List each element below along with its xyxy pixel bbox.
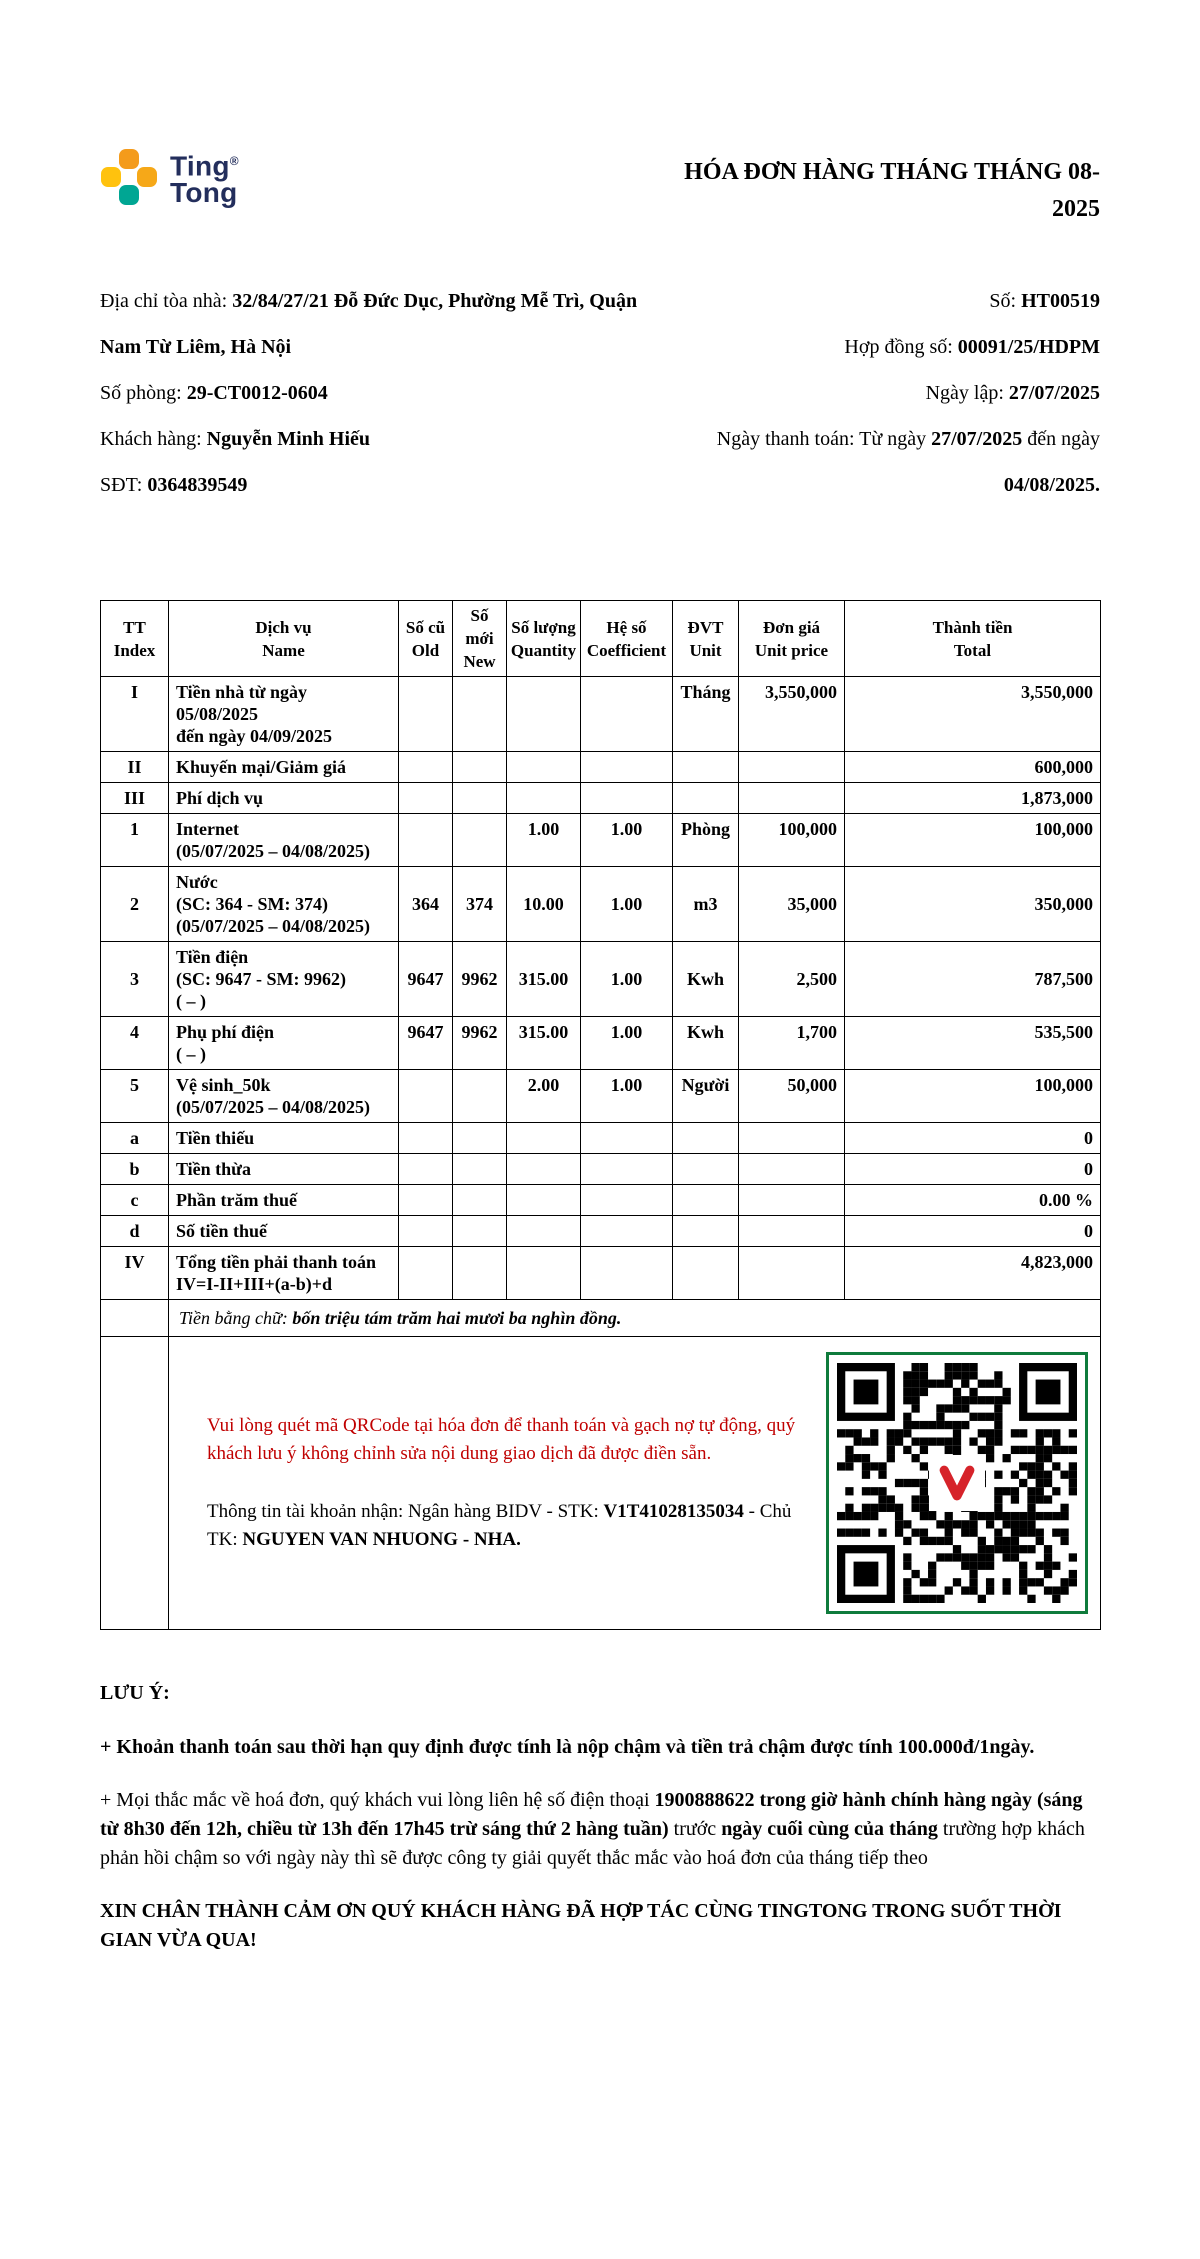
table-row-III [101,783,1101,814]
cell-unit [673,1123,739,1154]
column-header-old: Số cũ Old [399,601,453,677]
cell-name: Tiền thiếu [169,1123,399,1154]
value-text: 27/07/2025 [1008,382,1100,404]
cell-new: 9962 [453,1017,507,1070]
cell-price [739,1154,845,1185]
cell-new [453,1185,507,1216]
info-line [100,462,660,508]
cell-price [739,783,845,814]
cell-price: 35,000 [739,867,845,942]
table-row-4 [101,1017,1101,1070]
invoice-title-line1: HÓA ĐƠN HÀNG THÁNG THÁNG 08- [684,159,1100,185]
table-header-row [101,601,1101,677]
qr-payment-notice: Vui lòng quét mã QRCode tại hóa đơn để thanh toán và gạch nợ tự động, quý khách lưu ý không chỉnh sửa nội dung giao dịch đã được điền sẵn. [207,1415,796,1464]
cell-coef [581,1185,673,1216]
column-header-qty: Số lượng Quantity [507,601,581,677]
cell-price [739,1216,845,1247]
cell-total: 0 [845,1123,1101,1154]
label-text: Hợp đồng số: [844,336,958,358]
cell-index: 3 [101,942,169,1017]
cell-name: Số tiền thuế [169,1216,399,1247]
vietqr-v-icon [929,1455,985,1511]
value-text: 29-CT0012-0604 [186,382,328,404]
cell-old [399,677,453,752]
cell-name: Internet (05/07/2025 – 04/08/2025) [169,814,399,867]
cell-name: Nước (SC: 364 - SM: 374) (05/07/2025 – 04/08/2025) [169,867,399,942]
cell-index: 4 [101,1017,169,1070]
cell-coef: 1.00 [581,867,673,942]
cell-name: Khuyến mại/Giảm giá [169,752,399,783]
cell-coef: 1.00 [581,1017,673,1070]
qr-instructions [181,1412,811,1554]
cell-coef [581,1247,673,1300]
cell-new [453,1216,507,1247]
cell-index: I [101,677,169,752]
tingtong-logo [100,148,239,209]
cell-coef [581,677,673,752]
info-line [670,324,1100,370]
table-row-b [101,1154,1101,1185]
cell-unit [673,1247,739,1300]
label-text: Ngày lập: [925,382,1009,404]
cell-index: d [101,1216,169,1247]
cell-price [739,1247,845,1300]
cell-price: 3,550,000 [739,677,845,752]
cell-old [399,783,453,814]
cell-name: Phụ phí điện ( – ) [169,1017,399,1070]
label-text: Khách hàng: [100,428,207,450]
label-text: Số phòng: [100,382,187,404]
cell-price: 50,000 [739,1070,845,1123]
table-row-IV [101,1247,1101,1300]
cell-price [739,752,845,783]
cell-price: 100,000 [739,814,845,867]
cell-coef [581,783,673,814]
label-text: trường hợp khách phản hồi chậm so với ngày này thì sẽ được công ty giải quyết thắc mắc vào hoá đơn của tháng tiếp theo [100,1818,1085,1869]
invoice-title [684,148,1100,228]
qr-code [826,1352,1088,1614]
table-row-a [101,1123,1101,1154]
label-text: Số: [989,290,1022,312]
cell-index: 5 [101,1070,169,1123]
cell-old: 364 [399,867,453,942]
cell-old [399,814,453,867]
value-text: 27/07/2025 [931,428,1023,450]
cell-index: b [101,1154,169,1185]
value-text: 04/08/2025. [1003,474,1100,496]
cell-old: 9647 [399,1017,453,1070]
cell-new: 9962 [453,942,507,1017]
cell-coef: 1.00 [581,814,673,867]
table-row-1 [101,814,1101,867]
label-text: đến ngày [1022,428,1100,450]
notes-heading: LƯU Ý: [100,1682,170,1704]
cell-total: 4,823,000 [845,1247,1101,1300]
logo-word-2: Tong [170,177,238,209]
column-header-coef: Hệ số Coefficient [581,601,673,677]
label-text: Địa chỉ tòa nhà: [100,290,233,312]
cell-qty: 315.00 [507,942,581,1017]
cell-unit: Người [673,1070,739,1123]
invoice-info [100,278,1100,508]
empty-index-cell [101,1337,169,1630]
amount-in-words-row [101,1300,1101,1337]
info-left [100,278,660,508]
info-line [670,278,1100,324]
masthead [100,148,1100,228]
cell-price: 2,500 [739,942,845,1017]
cell-unit [673,783,739,814]
cell-index: III [101,783,169,814]
cell-old [399,752,453,783]
info-line [100,278,660,370]
cell-old [399,1123,453,1154]
value-text: HT00519 [1021,290,1100,312]
cell-index: a [101,1123,169,1154]
cell-index: II [101,752,169,783]
note-paragraph [100,1786,1100,1873]
cell-qty: 2.00 [507,1070,581,1123]
label-text: Thông tin tài khoản nhận: Ngân hàng BIDV - STK: [207,1501,604,1522]
cell-total: 787,500 [845,942,1101,1017]
qr-row [101,1337,1101,1630]
cell-new [453,1070,507,1123]
cell-coef [581,1216,673,1247]
notes-paragraphs [100,1733,1100,1955]
cell-old [399,1216,453,1247]
cell-total: 3,550,000 [845,677,1101,752]
cell-qty: 315.00 [507,1017,581,1070]
cell-qty [507,752,581,783]
cell-old [399,1185,453,1216]
cell-qty [507,783,581,814]
table-row-II [101,752,1101,783]
cell-unit [673,752,739,783]
column-header-unit: ĐVT Unit [673,601,739,677]
invoice-title-line2: 2025 [1052,196,1100,222]
bank-account-info [207,1498,811,1554]
value-text: ngày cuối cùng của tháng [721,1818,938,1840]
table-row-d [101,1216,1101,1247]
value-text: 1900888622 trong giờ hành chính hàng ngày (sáng từ 8h30 đến 12h, chiều từ 13h đến 17h45 trừ sáng thứ 2 hàng tuần) [100,1789,1083,1840]
cell-name: Tiền điện (SC: 9647 - SM: 9962) ( – ) [169,942,399,1017]
cell-total: 350,000 [845,867,1101,942]
invoice-table-body [101,677,1101,1300]
note-paragraph [100,1897,1100,1955]
cell-qty [507,677,581,752]
cell-total: 0.00 % [845,1185,1101,1216]
cell-name: Phí dịch vụ [169,783,399,814]
amount-in-words-label: Tiền bằng chữ: [179,1308,293,1328]
value-text: 32/84/27/21 Đỗ Đức Dục, Phường Mễ Trì, Quận Nam Từ Liêm, Hà Nội [100,290,638,358]
cell-new: 374 [453,867,507,942]
table-row-3 [101,942,1101,1017]
value-text: + Khoản thanh toán sau thời hạn quy định được tính là nộp chậm và tiền trả chậm được tính 100.000đ/1ngày. [100,1736,1035,1758]
table-row-2 [101,867,1101,942]
cell-total: 0 [845,1154,1101,1185]
cell-unit: Kwh [673,942,739,1017]
logo-wordmark [170,148,239,209]
amount-in-words-value: bốn triệu tám trăm hai mươi ba nghìn đồng. [292,1308,622,1328]
cell-unit [673,1216,739,1247]
label-text: + Mọi thắc mắc về hoá đơn, quý khách vui lòng liên hệ số điện thoại [100,1789,655,1811]
value-text: 0364839549 [147,474,248,496]
cell-unit: Phòng [673,814,739,867]
cell-total: 535,500 [845,1017,1101,1070]
cell-unit [673,1185,739,1216]
empty-index-cell [101,1300,169,1337]
cell-old [399,1154,453,1185]
cell-new [453,1247,507,1300]
cell-coef: 1.00 [581,942,673,1017]
logo-word-1: Ting [170,150,230,182]
cell-qty [507,1154,581,1185]
cell-total: 1,873,000 [845,783,1101,814]
column-header-new: Số mới New [453,601,507,677]
cell-total: 600,000 [845,752,1101,783]
cell-unit: Tháng [673,677,739,752]
table-row-I [101,677,1101,752]
cell-new [453,1123,507,1154]
cell-total: 100,000 [845,1070,1101,1123]
value-text: Nguyễn Minh Hiếu [206,428,370,450]
label-text: SĐT: [100,474,148,496]
qr-section-cell [169,1337,1101,1630]
info-line [670,416,1100,508]
cell-old [399,1247,453,1300]
info-line [670,370,1100,416]
cell-qty [507,1123,581,1154]
table-row-5 [101,1070,1101,1123]
footer-notes [100,1682,1100,1955]
cell-old [399,1070,453,1123]
cell-qty: 1.00 [507,814,581,867]
invoice-table-extra [101,1300,1101,1630]
invoice-table [100,600,1101,1630]
cell-price [739,1185,845,1216]
cell-total: 100,000 [845,814,1101,867]
cell-price [739,1123,845,1154]
cell-index: IV [101,1247,169,1300]
cell-index: 2 [101,867,169,942]
cell-unit: Kwh [673,1017,739,1070]
cell-price: 1,700 [739,1017,845,1070]
cell-total: 0 [845,1216,1101,1247]
cell-unit [673,1154,739,1185]
note-paragraph [100,1733,1100,1762]
cell-qty [507,1185,581,1216]
cell-name: Tiền thừa [169,1154,399,1185]
column-header-price: Đơn giá Unit price [739,601,845,677]
invoice-table-head [101,601,1101,677]
info-line [100,416,660,462]
label-text: Ngày thanh toán: Từ ngày [716,428,932,450]
cell-coef [581,1154,673,1185]
cell-index: c [101,1185,169,1216]
cell-coef [581,752,673,783]
value-text: 00091/25/HDPM [957,336,1100,358]
value-text: NGUYEN VAN NHUONG - NHA. [242,1529,521,1550]
cell-new [453,814,507,867]
value-text: V1T41028135034 [603,1501,744,1522]
cell-name: Tiền nhà từ ngày 05/08/2025 đến ngày 04/09/2025 [169,677,399,752]
cell-qty [507,1247,581,1300]
cell-qty [507,1216,581,1247]
value-text: XIN CHÂN THÀNH CẢM ƠN QUÝ KHÁCH HÀNG ĐÃ HỢP TÁC CÙNG TINGTONG TRONG SUỐT THỜI GIAN VỪA QUA! [100,1900,1062,1951]
table-row-c [101,1185,1101,1216]
cell-qty: 10.00 [507,867,581,942]
label-text: trước [668,1818,722,1840]
cell-name: Tổng tiền phải thanh toán IV=I-II+III+(a-b)+d [169,1247,399,1300]
column-header-name: Dịch vụ Name [169,601,399,677]
label-text: - Chủ TK: [207,1501,792,1550]
cell-coef [581,1123,673,1154]
invoice-page [100,0,1100,2099]
cell-new [453,677,507,752]
cell-new [453,1154,507,1185]
tingtong-logo-icon [100,148,158,206]
cell-index: 1 [101,814,169,867]
registered-mark: ® [229,154,239,168]
cell-name: Vệ sinh_50k (05/07/2025 – 04/08/2025) [169,1070,399,1123]
info-line [100,370,660,416]
amount-in-words-cell [169,1300,1101,1337]
column-header-index: TT Index [101,601,169,677]
info-right [670,278,1100,508]
cell-coef: 1.00 [581,1070,673,1123]
cell-new [453,783,507,814]
cell-name: Phần trăm thuế [169,1185,399,1216]
cell-unit: m3 [673,867,739,942]
cell-new [453,752,507,783]
cell-old: 9647 [399,942,453,1017]
column-header-total: Thành tiền Total [845,601,1101,677]
